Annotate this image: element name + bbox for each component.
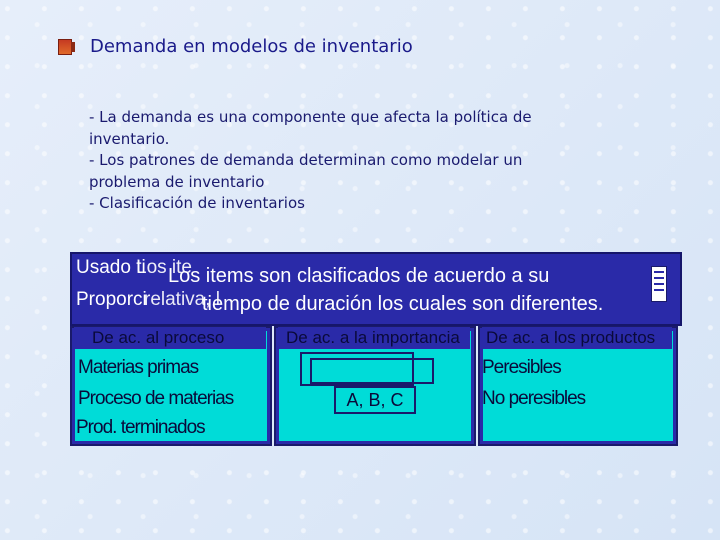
- list-item: Materias primas: [78, 357, 199, 378]
- slide-body: [89, 107, 629, 215]
- decorative-rect: [310, 358, 434, 384]
- list-item: Peresibles: [482, 357, 561, 378]
- bullet-line: problema de inventario: [89, 172, 265, 191]
- abc-label: A, B, C: [334, 386, 416, 414]
- bullet-line: - La demanda es una componente que afecta la política de: [89, 108, 532, 126]
- panel-text-proporcion: Proporci: [76, 289, 147, 310]
- panel-text-tiempo: tiempo de duración los cuales son diferentes.: [202, 293, 604, 315]
- column-header-productos: De ac. a los productos: [482, 327, 672, 349]
- slide-title: Demanda en modelos de inventario: [90, 36, 413, 57]
- bullet-line: inventario.: [89, 129, 170, 148]
- column-header-importancia: De ac. a la importancia: [278, 327, 470, 349]
- slide-title-row: [58, 36, 413, 57]
- list-item: Proceso de materias: [78, 388, 234, 409]
- column-header-proceso: De ac. al proceso: [74, 327, 266, 349]
- bullet-line: - Los patrones de demanda determinan como modelar un: [89, 151, 523, 169]
- bullet-icon: [58, 39, 72, 55]
- list-item: No peresibles: [482, 388, 586, 409]
- panel-text-los-overlap: Los ite: [136, 257, 192, 278]
- bullet-line: - Clasificación de inventarios: [89, 194, 305, 212]
- side-tab: [651, 266, 667, 302]
- panel-text-relativa: relativa, l: [144, 289, 221, 310]
- panel-text-usado: Usado ti: [76, 257, 146, 278]
- panel-text-main: Los items son clasificados de acuerdo a su: [168, 265, 550, 287]
- list-item: Prod. terminados: [76, 417, 205, 438]
